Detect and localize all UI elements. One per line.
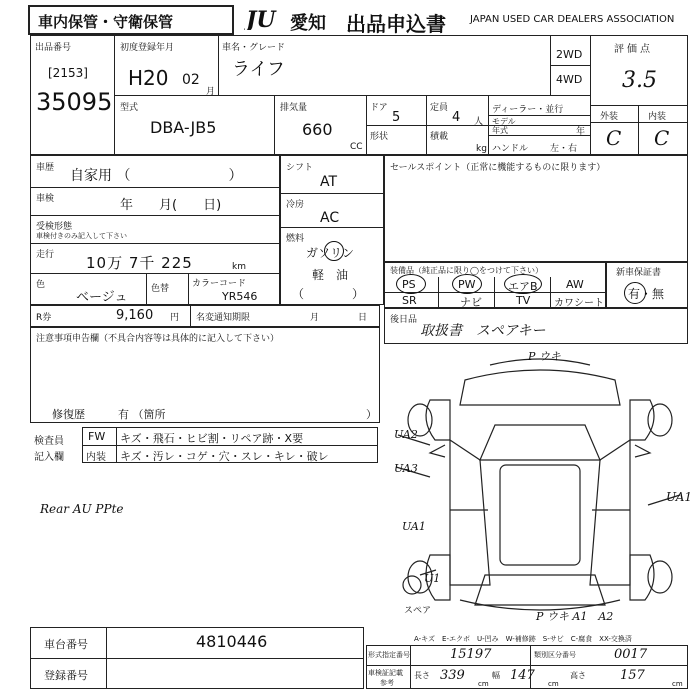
color-code-label: カラーコード: [192, 279, 247, 289]
spare-label: スペア: [404, 606, 432, 616]
aircon-label: 冷房: [286, 200, 305, 210]
aircon-value: AC: [320, 210, 340, 226]
mileage-value: 10万 7千 225: [86, 254, 193, 272]
fuel-other: （ ）: [292, 287, 365, 301]
length-label: 長さ: [414, 671, 430, 680]
hood-outline: [460, 370, 620, 405]
damage-note-left-mid: UA3: [394, 462, 418, 475]
equip-ps: PS: [402, 278, 416, 291]
color-change-label: 色替: [151, 284, 170, 294]
equip-airbag: エアB: [508, 280, 538, 293]
year-unit: 年: [576, 127, 586, 137]
color-value: ベージュ: [76, 290, 128, 305]
drive-4wd: 4WD: [556, 73, 583, 86]
dimensions-label: 車検証記載: [368, 669, 403, 677]
equip-navi: ナビ: [460, 296, 482, 309]
class-number-label: 類別区分番号: [534, 651, 576, 659]
reception-label: 受検形態: [36, 222, 73, 232]
org-english: JAPAN USED CAR DEALERS ASSOCIATION: [470, 14, 675, 25]
car-name: ライフ: [232, 59, 285, 80]
svg-text:JU: JU: [246, 8, 276, 30]
name-change-month: 月: [310, 313, 320, 323]
registration-label: 初度登録年月: [120, 43, 175, 53]
class-number-value: 0017: [614, 647, 648, 662]
ju-logo: [244, 8, 292, 30]
height-unit: cm: [672, 680, 683, 688]
tax-value: 9,160: [116, 308, 154, 323]
storage-box: [28, 5, 234, 35]
damage-note-left-lower: UA1: [402, 520, 426, 533]
shift-value: AT: [320, 174, 338, 190]
fuel-gas-circle: [324, 241, 344, 261]
warranty-value: 有・無: [628, 287, 665, 301]
inspector-label: 検査員: [34, 436, 64, 447]
inspector-entry-label: 記入欄: [34, 452, 64, 463]
inspection-label: 車検: [36, 194, 55, 204]
repair-value: 有 （箇所: [118, 408, 166, 421]
exterior-score: C: [606, 126, 622, 150]
length-unit: cm: [478, 680, 489, 688]
roof-outline: [500, 465, 580, 565]
score-value: 3.5: [622, 68, 657, 93]
reception-sub: 車検付きのみ記入して下さい: [36, 232, 127, 240]
load-label: 積載: [430, 132, 449, 142]
equip-tv: TV: [516, 294, 531, 307]
handle-options: 左・右: [550, 144, 578, 154]
interior-label: 内装: [648, 112, 667, 122]
drive-2wd: 2WD: [556, 48, 583, 61]
mileage-unit: km: [232, 262, 246, 272]
height-value: 157: [620, 668, 645, 683]
repair-label: 修復歴: [52, 408, 85, 421]
tax-unit: 円: [170, 313, 180, 323]
fuel-gas: ガソリン: [306, 246, 355, 260]
name-change-day: 日: [358, 313, 368, 323]
damage-note-rear-left: U1: [424, 572, 441, 585]
type-designation-value: 15197: [450, 647, 492, 662]
damage-note-front: P ウキ: [528, 350, 561, 363]
car-name-label: 車名・グレード: [222, 43, 286, 53]
capacity-label: 定員: [430, 103, 449, 113]
model-code: DBA-JB5: [150, 118, 217, 137]
repair-close: ）: [366, 408, 377, 421]
chassis-number: 4810446: [196, 632, 268, 651]
fuel-label: 燃料: [286, 234, 305, 244]
damage-note-left-upper: UA2: [394, 428, 418, 441]
name-change-label: 名変通知期限: [196, 313, 251, 323]
registration-month-unit: 月: [206, 87, 216, 97]
displacement-value: 660: [302, 120, 333, 139]
displacement-unit: CC: [350, 142, 363, 152]
displacement-label: 排気量: [280, 103, 308, 113]
damage-legend: A-キズ E-エクボ U-凹み W-補修跡 S-サビ C-腐食 XX-交換済: [414, 635, 632, 643]
interior-check-items: キズ・汚レ・コゲ・穴・スレ・キレ・破レ: [120, 450, 329, 463]
notes-label: 注意事項申告欄（不具合内容等は具体的に記入して下さい）: [36, 334, 280, 344]
inspector-handwritten: Rear AU PPte: [40, 502, 124, 516]
lot-label: 出品番号: [35, 43, 72, 53]
org-name: 愛知: [290, 13, 326, 34]
registration-month: 02: [182, 72, 200, 88]
airbag-circle: [504, 274, 542, 294]
shape-label: 形状: [370, 132, 389, 142]
history-value: 自家用 （ ）: [70, 168, 243, 184]
width-label: 幅: [492, 671, 500, 680]
equip-aw: AW: [566, 278, 584, 291]
model-year-label: モデル 年式: [492, 117, 516, 135]
handle-label: ハンドル: [492, 144, 529, 154]
car-damage-diagram: [390, 345, 693, 630]
width-unit: cm: [548, 680, 559, 688]
chassis-label: 車台番号: [44, 638, 88, 651]
interior-check-label: 内装: [86, 452, 106, 463]
width-value: 147: [510, 668, 535, 683]
score-label: 評価点: [614, 44, 653, 55]
history-label: 車歴: [36, 163, 55, 173]
registration-year: H20: [128, 66, 169, 90]
equip-kawa-seat: カワシート: [554, 298, 604, 309]
form-title: 出品申込書: [346, 12, 446, 36]
capacity-value: 4: [452, 110, 461, 125]
fuel-light: 軽 油: [312, 268, 349, 282]
ps-circle: [396, 274, 426, 294]
warranty-circle: [624, 282, 646, 304]
lot-prefix: [2153]: [48, 66, 88, 80]
rear-window-outline: [475, 575, 605, 605]
mileage-label: 走行: [36, 250, 55, 260]
length-value: 339: [440, 668, 465, 683]
fw-items: キズ・飛石・ヒビ割・リペア跡・X要: [120, 432, 304, 445]
left-side-outline: [450, 440, 490, 585]
doors-label: ドア: [370, 103, 388, 113]
equip-sr: SR: [402, 294, 417, 307]
equip-pw: PW: [458, 278, 476, 291]
type-designation-label: 形式指定番号: [368, 651, 410, 659]
dimensions-ref: 参考: [380, 679, 394, 687]
windshield-outline: [480, 425, 600, 460]
equipment-label: 装備品（純正品に限り◯をつけて下さい）: [390, 266, 543, 275]
height-label: 高さ: [570, 671, 586, 680]
lot-number: 35095: [36, 88, 113, 116]
color-label: 色: [36, 280, 46, 290]
shift-label: シフト: [286, 163, 314, 173]
load-unit: kg: [476, 144, 487, 154]
doors-value: 5: [392, 110, 401, 125]
damage-note-rear: P ウキ A1 A2: [536, 610, 614, 623]
capacity-unit: 人: [474, 117, 484, 127]
interior-score: C: [654, 126, 670, 150]
dealer-label: ディーラー・並行: [492, 105, 564, 115]
sales-point-label: セールスポイント（正常に機能するものに限ります）: [390, 163, 606, 173]
color-code: YR546: [222, 290, 258, 303]
storage-label: 車内保管・守衛保管: [38, 13, 174, 31]
after-items-label: 後日品: [390, 315, 418, 325]
pw-circle: [452, 274, 482, 294]
fw-label: FW: [88, 430, 106, 443]
inspection-value: 年 月( 日): [120, 198, 222, 213]
damage-note-right: UA1: [666, 490, 693, 504]
warranty-label: 新車保証書: [616, 268, 662, 278]
exterior-label: 外装: [600, 112, 619, 122]
registration-number-label: 登録番号: [44, 669, 88, 682]
spare-tire-outline: [403, 576, 421, 594]
right-side-outline: [590, 440, 630, 585]
model-label: 型式: [120, 103, 139, 113]
tax-label: R券: [36, 313, 52, 323]
after-items-value: 取扱書 スペアキー: [420, 323, 546, 339]
